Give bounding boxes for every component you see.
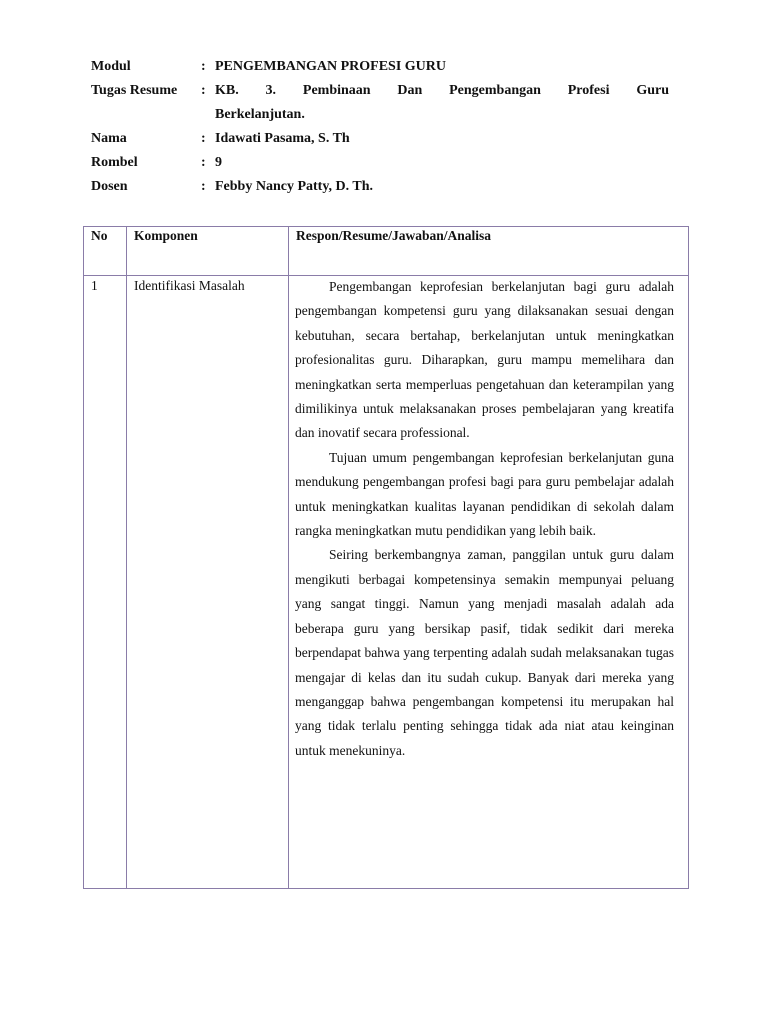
table-header-row — [84, 227, 689, 276]
colon: : — [201, 83, 206, 98]
row-komponen: Identifikasi Masalah — [134, 278, 245, 293]
cell-respon — [289, 276, 689, 889]
header-row-tugas — [91, 79, 669, 103]
header-komponen: Komponen — [134, 228, 198, 243]
response-paragraph-3: Seiring berkembangnya zaman, panggilan untuk guru dalam mengikuti berbagai kompetensinya semakin mempunyai peluang yang sangat tinggi. Namun yang menjadi masalah adalah ada beberapa guru yang bersikap pasif, tidak sedikit dari mereka berpendapat bahwa yang terpenting adalah sudah melaksanakan tugas mengajar di kelas dan itu sudah cukup. Banyak dari mereka yang menganggap bahwa pengembangan kompetensi itu merupakan hal yang tidak terlalu penting sehingga tidak ada niat atau keinginan untuk menekuninya. — [295, 547, 674, 758]
header-respon: Respon/Resume/Jawaban/Analisa — [296, 228, 492, 243]
header-cell-no — [84, 227, 127, 276]
header-row-dosen — [91, 175, 669, 199]
colon: : — [201, 131, 206, 146]
modul-label: Modul — [91, 59, 131, 74]
resume-table — [83, 226, 689, 889]
dosen-label: Dosen — [91, 179, 128, 194]
rombel-value: 9 — [215, 155, 222, 170]
header-row-modul — [91, 55, 669, 79]
header-no: No — [91, 228, 108, 243]
header-cell-komponen — [127, 227, 289, 276]
dosen-value: Febby Nancy Patty, D. Th. — [215, 179, 374, 194]
table-row — [84, 276, 689, 889]
document-header — [91, 55, 669, 199]
nama-value: Idawati Pasama, S. Th — [215, 131, 350, 146]
tugas-value-line1: KB. 3. Pembinaan Dan Pengembangan Profesi Guru — [215, 83, 669, 98]
header-row-rombel — [91, 151, 669, 175]
cell-komponen — [127, 276, 289, 889]
nama-label: Nama — [91, 131, 127, 146]
tugas-value-line2: Berkelanjutan. — [215, 107, 305, 122]
colon: : — [201, 179, 206, 194]
colon: : — [201, 59, 206, 74]
tugas-label: Tugas Resume — [91, 83, 178, 98]
colon: : — [201, 155, 206, 170]
modul-value: PENGEMBANGAN PROFESI GURU — [215, 59, 447, 74]
response-body — [289, 275, 688, 763]
header-row-nama — [91, 127, 669, 151]
response-paragraph-1: Pengembangan keprofesian berkelanjutan bagi guru adalah pengembangan kompetensi guru yang dilaksanakan sesuai dengan kebutuhan, secara bertahap, berkelanjutan untuk meningkatkan profesionalitas guru. Diharapkan, guru mampu memelihara dan meningkatkan serta memperluas pengetahuan dan keterampilan yang dimilikinya untuk melaksanakan proses pembelajaran yang kreatifa dan inovatif secara professional. — [295, 279, 674, 441]
response-paragraph-2: Tujuan umum pengembangan keprofesian berkelanjutan guna mendukung pengembangan profesi bagi para guru pembelajar adalah untuk meningkatkan kualitas layanan pendidikan di sekolah dalam rangka meningkatkan mutu pendidikan yang lebih baik. — [295, 449, 674, 539]
header-cell-respon — [289, 227, 689, 276]
row-number: 1 — [91, 278, 98, 293]
cell-no — [84, 276, 127, 889]
rombel-label: Rombel — [91, 155, 138, 170]
